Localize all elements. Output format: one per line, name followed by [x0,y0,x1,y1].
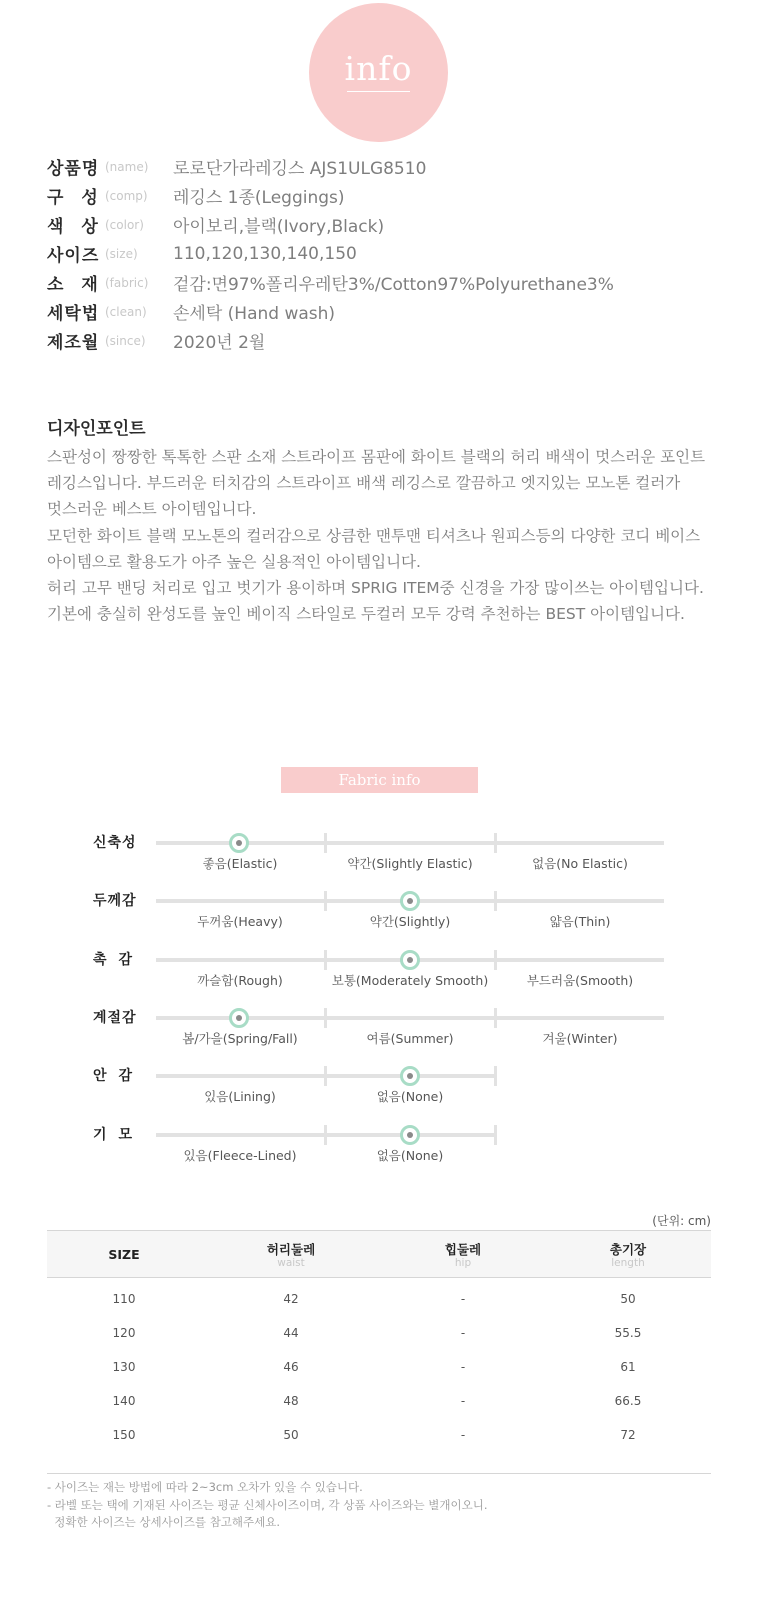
fabric-scale-tick [324,833,327,853]
size-header-length [545,1231,711,1278]
table-cell: 66.5 [614,1394,642,1408]
fabric-row-fleece [0,1124,780,1182]
size-header-hip [381,1231,545,1278]
fabric-option: 겨울(Winter) [542,1031,618,1046]
size-header-sub: waist [277,1256,305,1269]
fabric-option: 봄/가을(Spring/Fall) [182,1031,298,1046]
fabric-option: 까슬함(Rough) [197,973,283,988]
size-table [47,1230,711,1452]
fabric-scale-tick [324,891,327,911]
design-line: 모던한 화이트 블랙 모노톤의 컬러감으로 상큼한 맨투맨 티셔츠나 원피스등의 다양한 코디 베이스 [47,526,701,545]
product-row-fabric [47,268,747,297]
fabric-option: 없음(No Elastic) [532,856,628,871]
product-value: 로로단가라레깅스 AJS1ULG8510 [173,159,427,179]
product-value: 110,120,130,140,150 [173,243,357,264]
info-badge [309,3,448,142]
fabric-option: 부드러움(Smooth) [526,973,634,988]
table-cell: 140 [112,1394,136,1408]
size-header-main: 총기장 [609,1241,647,1257]
fabric-scale-marker [400,891,420,911]
table-cell: 50 [620,1292,636,1306]
fabric-row-season [0,1007,780,1065]
product-label-en: (fabric) [105,275,149,290]
size-header-sub: length [611,1256,645,1269]
table-cell: 55.5 [614,1326,642,1340]
fabric-option: 없음(None) [376,1148,444,1163]
product-row-clean [47,297,747,326]
fabric-scale-tick [324,1125,327,1145]
fabric-scale-tick [494,1125,497,1145]
size-header-main: SIZE [108,1246,140,1262]
product-label-en: (clean) [105,304,147,319]
table-cell: 48 [283,1394,299,1408]
product-label-en: (size) [105,246,138,261]
size-header-main: 허리둘레 [266,1241,316,1257]
fabric-scale-marker [400,1066,420,1086]
product-label: 구성 [47,188,116,208]
fabric-scale-tick [324,950,327,970]
info-badge-underline [347,91,410,92]
size-notes [47,1479,747,1532]
fabric-row-label: 계절감 [93,1010,137,1026]
product-label-en: (comp) [105,188,148,203]
design-line: 레깅스입니다. 부드러운 터치감의 스트라이프 배색 레깅스로 깔끔하고 엣지있는 모노톤 컬러가 [47,474,681,493]
fabric-option: 약간(Slightly Elastic) [347,856,473,871]
table-cell: 72 [620,1428,636,1442]
size-note: - 사이즈는 재는 방법에 따라 2~3cm 오차가 있을 수 있습니다. [47,1480,363,1494]
size-table-divider [47,1473,711,1474]
design-line: 아이템으로 활용도가 아주 높은 실용적인 아이템입니다. [47,552,421,571]
table-cell: - [460,1326,466,1340]
fabric-scale-marker [400,1125,420,1145]
size-note: 정확한 사이즈는 상세사이즈를 참고해주세요. [47,1515,281,1529]
size-header-size [47,1231,201,1278]
table-cell: - [460,1428,466,1442]
table-cell: - [460,1394,466,1408]
fabric-scale-tick [494,1066,497,1086]
info-badge-text: info [344,49,413,88]
table-row [47,1350,711,1384]
fabric-option: 좋음(Elastic) [202,856,278,871]
product-value: 레깅스 1종(Leggings) [173,188,345,208]
fabric-row-label: 기모 [93,1127,145,1143]
table-cell: 61 [620,1360,636,1374]
product-label: 사이즈 [47,246,100,266]
table-row [47,1316,711,1350]
table-cell: 150 [112,1428,136,1442]
product-label-en: (name) [105,159,149,174]
size-note: - 라벨 또는 택에 기재된 사이즈는 평균 신체사이즈이며, 각 상품 사이즈와는 별개이오니. [47,1497,488,1512]
fabric-scale-tick [494,833,497,853]
fabric-scale-marker [400,950,420,970]
fabric-option: 얇음(Thin) [549,914,611,929]
product-label: 세탁법 [47,304,100,324]
size-table-header [47,1231,711,1278]
design-point-title: 디자인포인트 [47,419,146,439]
table-cell: 130 [112,1360,136,1374]
fabric-option: 없음(None) [376,1089,444,1104]
product-row-name [47,152,747,181]
fabric-scale-marker [229,833,249,853]
fabric-option: 여름(Summer) [366,1031,454,1046]
fabric-scale-tick [494,891,497,911]
fabric-scale-tick [324,1008,327,1028]
product-value: 아이보리,블랙(Ivory,Black) [173,217,385,237]
product-value: 겉감:면97%폴리우레탄3%/Cotton97%Polyurethane3% [173,275,614,295]
table-cell: - [460,1292,466,1306]
fabric-row-label: 촉감 [93,952,145,968]
product-label-en: (color) [105,217,144,232]
table-row [47,1418,711,1452]
fabric-row-lining [0,1065,780,1123]
fabric-row-label: 안감 [93,1068,145,1084]
size-header-main: 힙둘레 [444,1241,482,1257]
fabric-option: 두꺼움(Heavy) [197,914,283,929]
fabric-row-touch [0,949,780,1007]
product-label: 상품명 [47,159,100,179]
product-value: 손세탁 (Hand wash) [173,304,336,324]
design-line: 기본에 충실히 완성도를 높인 베이직 스타일로 두컬러 모두 강력 추천하는 BEST 아이템입니다. [47,605,685,624]
table-cell: 50 [283,1428,299,1442]
design-line: 멋스러운 베스트 아이템입니다. [47,500,257,519]
fabric-scale-marker [229,1008,249,1028]
fabric-scale-tick [494,950,497,970]
product-label: 소재 [47,275,116,295]
fabric-row-label: 신축성 [93,835,137,851]
product-label: 색상 [47,217,116,237]
size-header-waist [201,1231,381,1278]
size-unit-label: (단위: cm) [652,1214,711,1228]
product-label: 제조월 [47,333,100,353]
product-info [47,152,747,355]
design-line: 허리 고무 밴딩 처리로 입고 벗기가 용이하며 SPRIG ITEM중 신경을 가장 많이쓰는 아이템입니다. [47,578,704,597]
table-cell: 46 [283,1360,299,1374]
fabric-info-banner: Fabric info [281,767,478,793]
table-cell: 120 [112,1326,136,1340]
table-cell: 44 [283,1326,299,1340]
table-row [47,1384,711,1418]
table-cell: 110 [112,1292,136,1306]
fabric-option: 있음(Lining) [204,1089,276,1104]
fabric-option: 보통(Moderately Smooth) [331,973,489,988]
fabric-row-label: 두께감 [93,893,137,909]
table-cell: - [460,1360,466,1374]
fabric-row-elasticity [0,832,780,890]
product-row-size [47,239,747,268]
product-row-color [47,210,747,239]
product-row-comp [47,181,747,210]
fabric-row-thickness [0,890,780,948]
fabric-scale-tick [494,1008,497,1028]
fabric-option: 약간(Slightly) [369,914,451,929]
product-label-en: (since) [105,333,146,348]
table-row [47,1278,711,1317]
design-point [47,414,747,627]
fabric-option: 있음(Fleece-Lined) [183,1148,297,1163]
product-row-since [47,326,747,355]
design-line: 스판성이 짱짱한 톡톡한 스판 소재 스트라이프 몸판에 화이트 블랙의 허리 배색이 멋스러운 포인트 [47,448,706,466]
table-cell: 42 [283,1292,299,1306]
product-value: 2020년 2월 [173,333,266,353]
fabric-scale-tick [324,1066,327,1086]
size-header-sub: hip [454,1256,472,1269]
